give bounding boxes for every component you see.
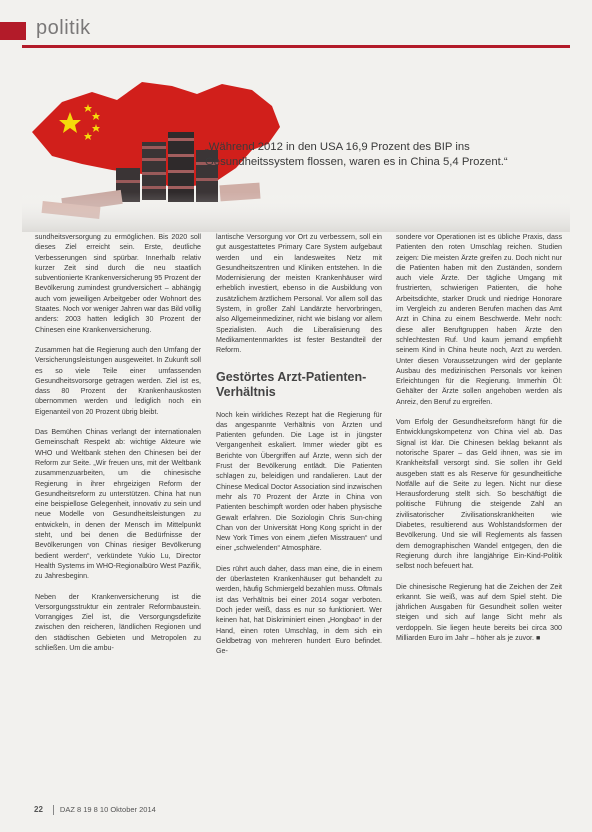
publication-info: DAZ 8 19 8 10 Oktober 2014 — [59, 805, 156, 814]
paragraph: Vom Erfolg der Gesundheitsreform hängt für die Entwicklungskompetenz von China viel ab. Das Signal ist klar. Die Chinesen beklag bekannt als notorische Sparer – das Geld ihnen, was sie im Krankheitsfall versorgt sind. Sie sollen ihr Geld ausgeben statt es als Reserve für gesundheitliche Notfälle auf die Seite zu legen. Nicht nur diese Herausforderung stellt sich. So beschäftigt die politische Führung die steigende Zahl an zivilisatorischer Zivilisationskrankheiten wie Diabetes, resultierend aus Wohlstandsformen der Bevölkerung. Und sie will Reglements als fassen dem demographischen Wandel entgegen, den die Regierung durch ihre langjährige Ein-Kind-Politik selbst noch befeuert hat. — [396, 418, 562, 571]
end-mark-icon: ■ — [535, 633, 541, 642]
article-column-1 — [35, 232, 201, 663]
paragraph — [396, 582, 562, 644]
pull-quote: „Während 2012 in den USA 16,9 Prozent des BIP ins Gesundheitssystem flossen, waren es in China 5,4 Prozent.“ — [205, 141, 508, 168]
paragraph: Dies rührt auch daher, dass man eine, die in einem der überlasteten Krankenhäuser gut behandelt zu werden, häufig Schmiergeld bezahlen muss. Oftmals ist das Verhältnis bei einer 2014 sogar verboten. Doch jeder weiß, dass es nur so funktioniert. Wer keinen hat, hat Diskriminiert einen „Hongbao“ in der Hand, einen roten Umschlag, in dem sich ein Geldbetrag von mehreren hundert Euro befindet. Ge- — [216, 564, 382, 656]
paragraph: Das Bemühen Chinas verlangt der internationalen Gemeinschaft Respekt ab: wichtige Akteure wie WHO und Weltbank stehen den Chinesen bei der Reform zur Seite. „Wir freuen uns, mit der Weltbank zusammenzuarbeiten, um die chinesische Regierung in ihrer ehrgeizigen Reform der Gesundheitsreform zu unterstützen. China hat nun eine beispiellose Gelegenheit, innovativ zu sein und neue Modelle von Gesundheitsleistungen zu entwickeln, in denen der Mensch im Mittelpunkt steht, und bei denen die Bedürfnisse der Bevölkerungen von Chinas riesiger Bevölkerung bedient werden“, verkündete Yukio Lu, Director Health Systems im WHO-Regionalbüro West Pazifik, zu Jahresbeginn. — [35, 428, 201, 581]
page-number: 22 — [34, 805, 43, 814]
section-label: politik — [36, 17, 91, 39]
paragraph: Neben der Krankenversicherung ist die Versorgungsstruktur ein zentraler Reformbaustein. Vorrangiges Ziel ist, die Versorgungsdefizite zwischen den reicheren, ländlichen Regionen und den städtischen Gebieten und Metropolen zu schließen. Um die ambu- — [35, 592, 201, 652]
header-rule — [22, 45, 570, 48]
paragraph: lantische Versorgung vor Ort zu verbessern, soll ein gut ausgestattetes Primary Care System aufgebaut werden und ein landesweites Netz mit Gesundheitszentren und Kliniken entstehen. In die Modernisierung der meisten Krankenhäuser wird erheblich investiert, ebenso in die Ausbildung von zusätzlichem ärztlichem Personal. Vor allem soll das System, in großer Zahl Landärzte hervorbringen, also Allgemeinmediziner, nicht wie bislang vor allem Spezialisten. Auch die Liberalisierung des Medikamentenmarktes ist fester Bestandteil der Reform. — [216, 233, 382, 355]
paragraph: sondere vor Operationen ist es übliche Praxis, dass Patienten den roten Umschlag reichen. Studien zeigen: Die meisten Ärzte greifen zu. Doch nicht nur die Patienten haben mit den Zuständen, sondern auch viele Ärzte. Der tägliche Umgang mit frustrierten, schwierigen Patienten, die hohe Arbeitsdichte, starker Druck und niedrige Honorare im Vergleich zu anderen Berufen machen das Amt Arzt in China zu einem Beschwerde. Mehr noch: diese aller Beruftgruppen haben Ärzte den schlechtesten Ruf. Und kaum jemand empfiehlt seinem Kind in China heute noch, Arzt zu werden. Unter diesen Voraussetzungen wird der geplante Ausbau des medizinischen Personals vor keinen Erleichtungen für die Regierung. Immerhin Öl: Gehälter der Ärzte sollen angehoben werden als Anreiz, den Beruf zu ergreifen. — [396, 233, 562, 406]
subheading: Gestörtes Arzt-Patienten-Verhältnis — [216, 369, 367, 399]
paragraph: sundheitsversorgung zu ermöglichen. Bis 2020 soll dieses Ziel erreicht sein. Erste, deutliche Verbesserungen sind spürbar. Innerhalb relativ kurzer Zeit sind durch die neu staatlich subventionierte Krankenversicherung 95 Prozent der Bevölkerung zumindest grundversichert – abhängig auch vom jeweiligen Arbeitgeber oder Wohnort des Staates. Noch vor weniger Jahren war das Bild völlig anders: 2003 hatten lediglich 30 Prozent der Chinesen eine Krankenversicherung. — [35, 233, 201, 334]
paragraph-text: Die chinesische Regierung hat die Zeichen der Zeit erkannt. Sie weiß, was auf dem Spiel steht. Die jährlichen Ausgaben für Gesundheit sollen weiter steigen und sich auf lange Sicht mehr als verdoppeln. Sie liegen heute bereits bei circa 300 Milliarden Euro im Jahr – höher als je zuvor. — [396, 582, 562, 642]
article-column-3 — [396, 232, 562, 653]
footer-divider — [53, 805, 54, 815]
paragraph: Noch kein wirkliches Rezept hat die Regierung für das angespannte Verhältnis von Ärzten und Patienten gefunden. Die Lage ist in jüngster Vergangenheit eskaliert. Immer wieder gibt es Berichte von Übergriffen auf Ärzte, wenn sich der Frust der Bevölkerung entlädt. Die Patienten schlagen zu, beleidigen und randalieren. Laut der Chinese Medical Doctor Association sind inzwischen mehr als 70 Prozent der Ärzte in China von Patienten beschimpft worden oder haben physische Gewalt erfahren. Die Soziologin Chris Sun-ching Chan von der Universität Hong Kong spricht in der New York Times von einem „tiefen Misstrauen“ und einer „schwelenden“ Atmosphäre. — [216, 410, 382, 553]
page-footer — [34, 805, 156, 815]
header-color-bar — [0, 22, 26, 40]
article-column-2 — [216, 232, 382, 666]
paragraph: Zusammen hat die Regierung auch den Umfang der Versicherungsleistungen ausgeweitet. In Zukunft soll es so viele Teile einer umfassenden Gesundheitsvorsorge getragen werden. Ziel ist es, dass 80 Prozent der Krankenhauskosten übernommen werden und lediglich noch ein Eigenanteil von 20 Prozent übrig bleibt. — [35, 345, 201, 416]
